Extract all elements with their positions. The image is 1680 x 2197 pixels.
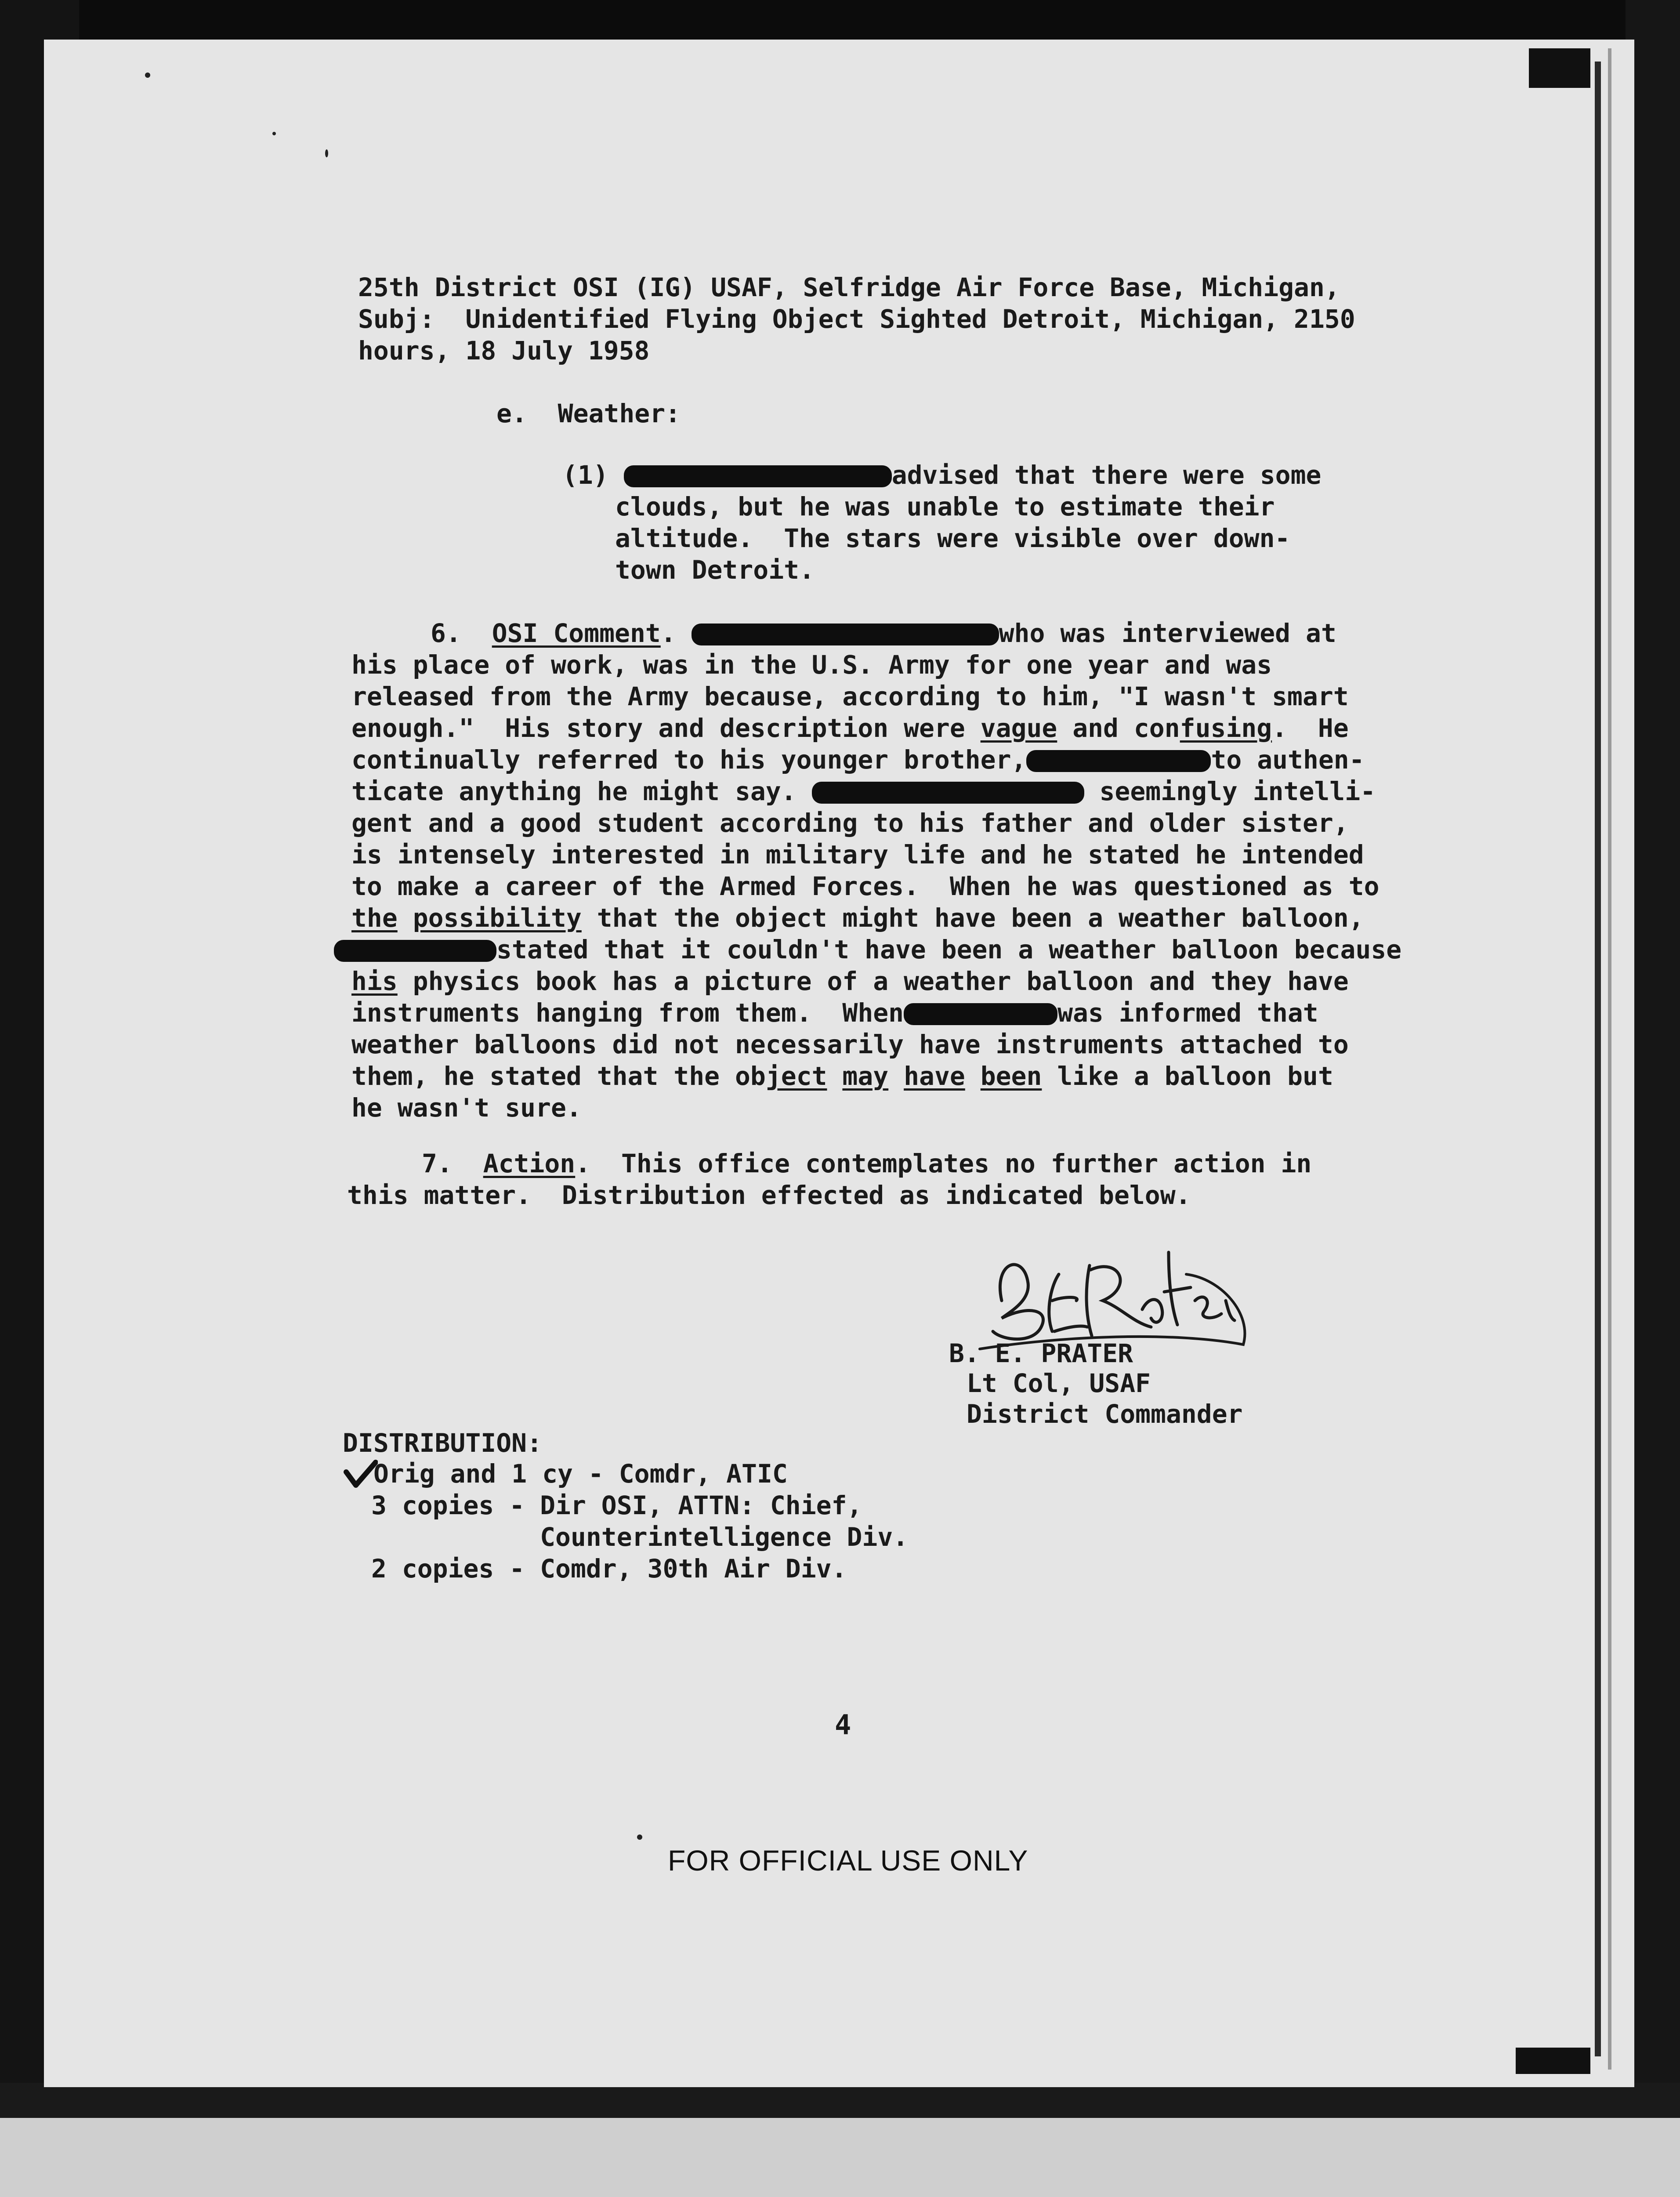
comment-line-5: continually referred to his younger brother, to authen- [351,745,1365,775]
distribution-line-1: Orig and 1 cy - Comdr, ATIC [373,1459,788,1489]
redaction-bar [624,465,892,487]
dust-speck [272,132,276,135]
action-number: 7. [422,1149,453,1178]
comment-line-10: the possibility that the object might have been a weather balloon, [351,903,1364,933]
signer-rank: Lt Col, USAF [967,1368,1151,1398]
redaction-bar [1026,750,1211,772]
page-number: 4 [835,1709,851,1741]
comment-number: 6. [431,618,461,648]
comment-line-16: he wasn't sure. [351,1093,582,1123]
header-line-2: Subj: Unidentified Flying Object Sighted Detroit, Michigan, 2150 [358,304,1355,334]
distribution-line-3: Counterintelligence Div. [371,1522,909,1552]
weather-heading: e. Weather: [496,399,681,428]
comment-line-6: ticate anything he might say. seemingly intelli- [351,776,1376,806]
comment-line-7: gent and a good student according to his father and older sister, [351,808,1349,838]
film-border-bottom [0,2083,1680,2118]
weather-item-line-3: altitude. The stars were visible over down- [615,523,1290,553]
redaction-bar [334,940,496,962]
action-line-1: 7. Action. This office contemplates no further action in [422,1149,1312,1178]
redaction-bar [904,1003,1057,1025]
action-line-2: this matter. Distribution effected as indicated below. [347,1180,1191,1210]
corner-mark-bottom-right [1516,2048,1590,2074]
signer-name: B. E. PRATER [949,1338,1133,1368]
redaction-bar [812,782,1084,804]
classification-footer: FOR OFFICIAL USE ONLY [668,1844,1028,1877]
lower-blank-area [0,2118,1680,2197]
comment-line-8: is intensely interested in military life and he stated he intended [351,840,1364,870]
weather-item-text: advised that there were some [891,460,1322,490]
comment-line-9: to make a career of the Armed Forces. When he was questioned as to [351,871,1379,901]
comment-line-13: instruments hanging from them. When was informed that [351,998,1318,1028]
comment-line-11: stated that it couldn't have been a weather balloon because [334,934,1401,965]
dust-speck [145,73,150,78]
weather-item-number: (1) [562,460,608,490]
dust-speck [325,149,328,157]
distribution-heading: DISTRIBUTION: [343,1428,542,1458]
comment-line-3: released from the Army because, according to him, "I wasn't smart [351,682,1349,711]
distribution-line-4: 2 copies - Comdr, 30th Air Div. [371,1554,847,1584]
comment-line-14: weather balloons did not necessarily have instruments attached to [351,1030,1349,1059]
comment-line-4: enough." His story and description were vague and confusing. He [351,713,1349,743]
weather-item-line-4: town Detroit. [615,555,815,585]
action-label: Action [483,1149,576,1178]
corner-mark-top-right [1529,48,1590,88]
comment-line-12: his physics book has a picture of a weather balloon and they have [351,966,1349,996]
header-line-1: 25th District OSI (IG) USAF, Selfridge Air Force Base, Michigan, [358,272,1340,302]
comment-line-15: them, he stated that the object may have been like a balloon but [351,1061,1333,1091]
distribution-line-2: 3 copies - Dir OSI, ATTN: Chief, [371,1490,862,1520]
dust-speck [637,1834,642,1840]
weather-item-line-2: clouds, but he was unable to estimate their [615,492,1275,522]
page-edge-shadow [1595,62,1601,2056]
signer-title: District Commander [967,1399,1243,1429]
comment-label: OSI Comment [492,618,661,648]
page-edge-line [1608,48,1611,2070]
comment-line-1: 6. OSI Comment. who was interviewed at [431,618,1336,648]
checkmark-icon [343,1459,378,1490]
comment-line-2: his place of work, was in the U.S. Army for one year and was [351,650,1272,680]
redaction-bar [692,624,999,645]
weather-item-line-1 [562,459,1321,491]
header-line-3: hours, 18 July 1958 [358,336,650,366]
